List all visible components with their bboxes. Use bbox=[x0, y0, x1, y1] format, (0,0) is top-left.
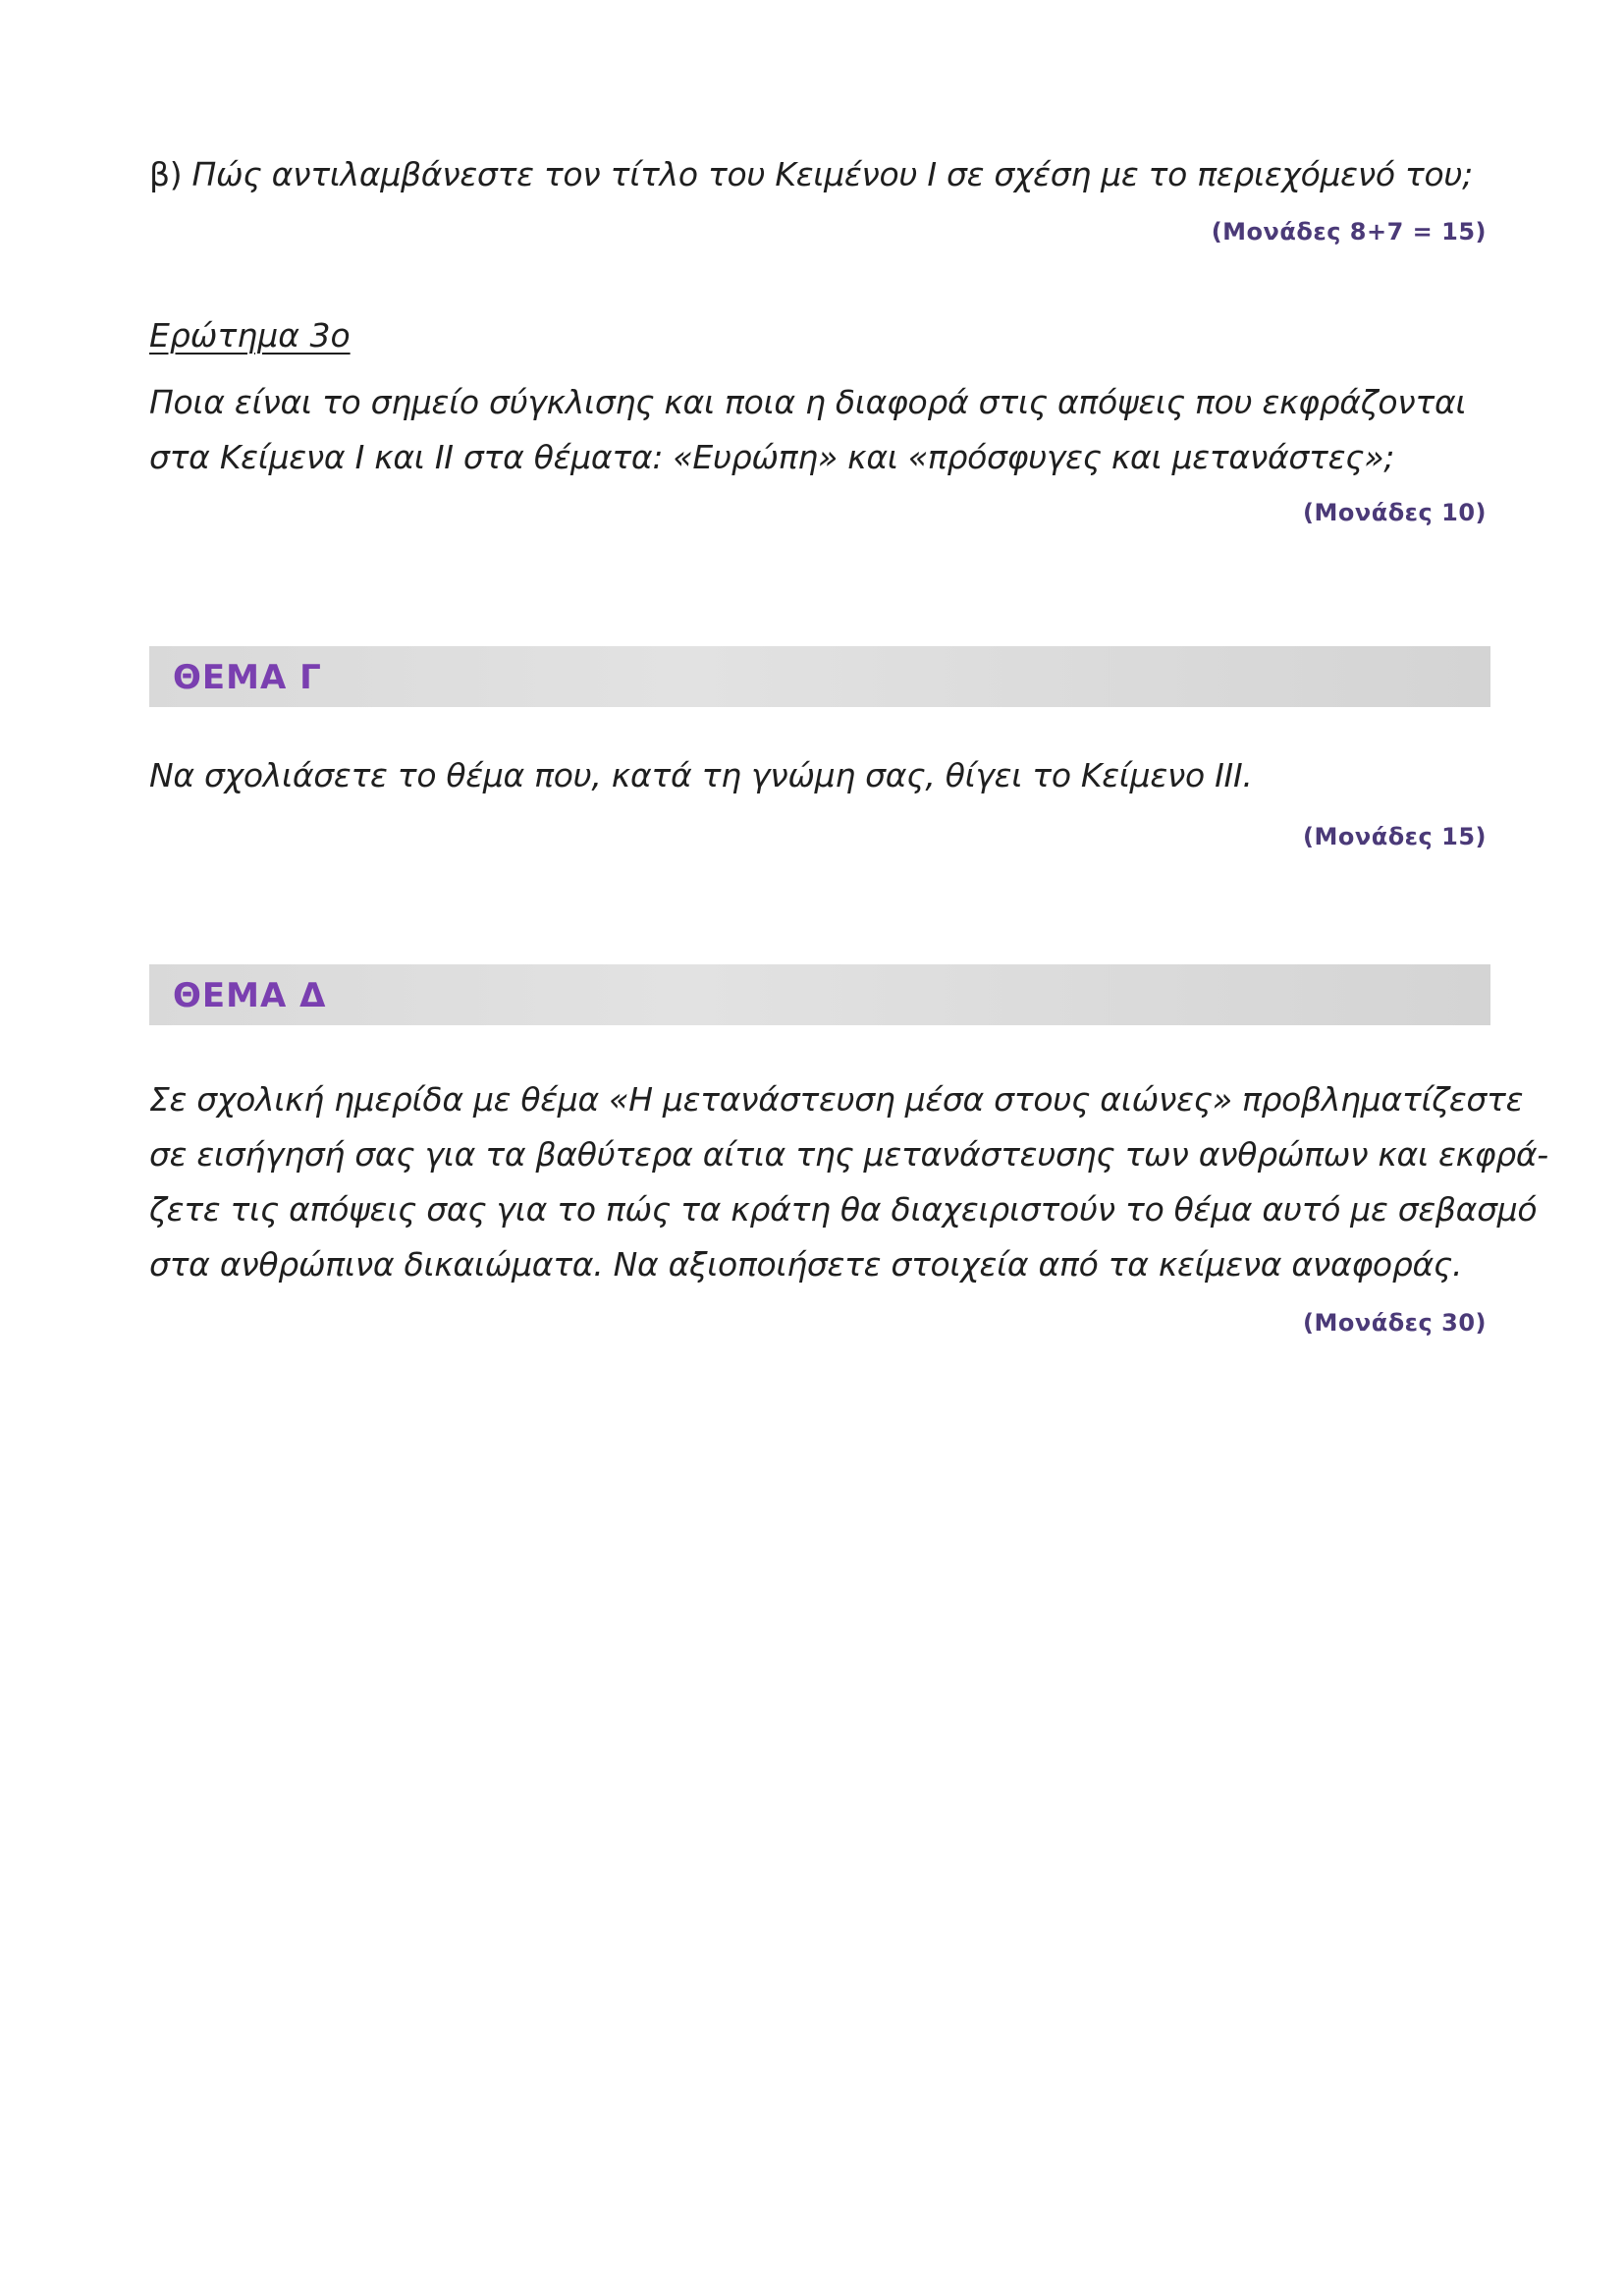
section-bar-thema-d bbox=[149, 964, 1490, 1025]
thema-g-score: (Μονάδες 15) bbox=[1303, 823, 1487, 850]
question-3-text bbox=[149, 375, 1485, 485]
thema-d-line: στα ανθρώπινα δικαιώματα. Να αξιοποιήσετε στοιχεία από τα κείμενα αναφοράς. bbox=[149, 1245, 1463, 1284]
question-2b-line bbox=[149, 147, 1485, 202]
thema-d-score: (Μονάδες 30) bbox=[1303, 1309, 1487, 1337]
question-3-line: Ποια είναι το σημείο σύγκλισης και ποια η διαφορά στις απόψεις που εκφράζονται bbox=[149, 383, 1467, 421]
question-3-heading: Ερώτημα 3ο bbox=[149, 316, 351, 355]
question-3-line: στα Κείμενα Ι και ΙΙ στα θέματα: «Ευρώπη» και «πρόσφυγες και μετανάστες»; bbox=[149, 438, 1395, 476]
section-title-thema-g: ΘΕΜΑ Γ bbox=[173, 658, 322, 697]
thema-d-text bbox=[149, 1072, 1548, 1292]
section-title-thema-d: ΘΕΜΑ Δ bbox=[173, 976, 327, 1015]
question-2b-label: β) bbox=[149, 155, 183, 193]
question-2b-text: Πώς αντιλαμβάνεστε τον τίτλο του Κειμένου Ι σε σχέση με το περιεχόμενό του; bbox=[191, 155, 1473, 193]
question-2b-score: (Μονάδες 8+7 = 15) bbox=[1211, 218, 1487, 246]
section-bar-thema-g bbox=[149, 646, 1490, 707]
thema-d-line: ζετε τις απόψεις σας για το πώς τα κράτη θα διαχειριστούν το θέμα αυτό με σεβασμό bbox=[149, 1190, 1538, 1229]
thema-d-line: Σε σχολική ημερίδα με θέμα «Η μετανάστευση μέσα στους αιώνες» προβληματίζεστε bbox=[149, 1080, 1524, 1119]
thema-g-line: Να σχολιάσετε το θέμα που, κατά τη γνώμη σας, θίγει το Κείμενο ΙΙΙ. bbox=[149, 756, 1253, 794]
question-3-score: (Μονάδες 10) bbox=[1303, 499, 1487, 526]
thema-g-text bbox=[149, 748, 1485, 803]
question-2b bbox=[149, 147, 1485, 202]
thema-d-line: σε εισήγησή σας για τα βαθύτερα αίτια της μετανάστευσης των ανθρώπων και εκφρά- bbox=[149, 1135, 1548, 1174]
